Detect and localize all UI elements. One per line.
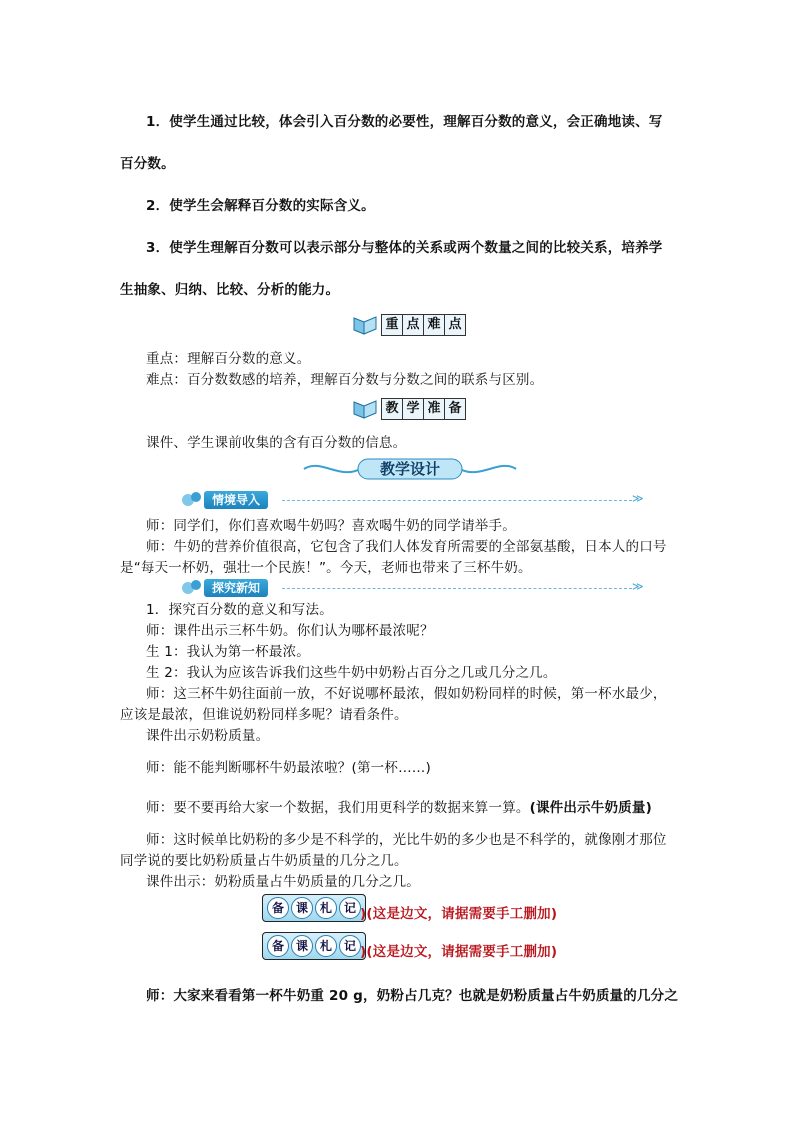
explore-line-9-bold: (课件出示牛奶质量) [529, 800, 652, 816]
objective-3-line-1: 3．使学生理解百分数可以表示部分与整体的关系或两个数量之间的比较关系，培养学 [146, 240, 663, 256]
intro-tag: 情境导入 [204, 491, 268, 509]
margin-note-text: )(这是边文，请据需要手工删加) [360, 906, 558, 922]
section-divider [282, 588, 632, 589]
heading-char: 点 [448, 317, 462, 332]
notes-char: 备 [267, 897, 289, 919]
key-points-heading [352, 314, 466, 336]
teaching-design-banner [300, 456, 520, 482]
explore-line-10: 师：这时候单比奶粉的多少是不科学的，光比牛奶的多少也是不科学的，就像刚才那位 [146, 832, 667, 848]
notes-char: 札 [315, 935, 337, 957]
double-arrow-icon: ≫ [632, 492, 642, 505]
explore-line-2: 师：课件出示三杯牛奶。你们认为哪杯最浓呢？ [146, 623, 434, 639]
explore-line-6: 应该是最浓，但谁说奶粉同样多呢？请看条件。 [120, 707, 408, 723]
intro-line-2: 师：牛奶的营养价值很高，它包含了我们人体发育所需要的全部氨基酸，日本人的口号 [146, 539, 667, 555]
explore-tag: 探究新知 [204, 579, 268, 597]
explore-line-12: 课件出示：奶粉质量占牛奶质量的几分之几。 [146, 874, 420, 890]
heading-char: 教 [382, 399, 403, 419]
section-icon [180, 578, 204, 596]
objective-3-line-2: 生抽象、归纳、比较、分析的能力。 [120, 282, 340, 298]
explore-line-9 [146, 796, 652, 816]
intro-line-1: 师：同学们，你们喜欢喝牛奶吗？喜欢喝牛奶的同学请举手。 [146, 518, 516, 534]
section-divider [282, 500, 632, 501]
preparation-heading [352, 398, 466, 420]
notes-char: 记 [339, 897, 361, 919]
notes-char: 课 [291, 935, 313, 957]
lesson-notes-badge [262, 932, 366, 960]
objective-1-line-1: 1．使学生通过比较，体会引入百分数的必要性，理解百分数的意义，会正确地读、写 [146, 114, 663, 130]
section-icon [180, 490, 204, 508]
explore-line-11: 同学说的要比奶粉质量占牛奶质量的几分之几。 [120, 853, 408, 869]
notes-char: 记 [339, 935, 361, 957]
explore-line-5: 师：这三杯牛奶往面前一放，不好说哪杯最浓，假如奶粉同样的时候，第一杯水最少， [146, 686, 667, 702]
heading-char: 点 [403, 315, 424, 335]
explore-line-8: 师：能不能判断哪杯牛奶最浓啦？(第一杯……) [146, 760, 431, 776]
preparation-text: 课件、学生课前收集的含有百分数的信息。 [146, 435, 407, 451]
heading-char: 重 [382, 315, 403, 335]
explore-line-7: 课件出示奶粉质量。 [146, 728, 270, 744]
heading-char: 难 [424, 315, 445, 335]
notes-char: 札 [315, 897, 337, 919]
last-line: 师：大家来看看第一杯牛奶重 20 g，奶粉占几克？也就是奶粉质量占牛奶质量的几分之 [146, 988, 679, 1004]
key-point-text: 重点：理解百分数的意义。 [146, 351, 311, 367]
lesson-notes-badge [262, 894, 366, 922]
double-arrow-icon: ≫ [632, 580, 642, 593]
book-icon [352, 398, 378, 420]
difficulty-text: 难点：百分数数感的培养，理解百分数与分数之间的联系与区别。 [146, 372, 544, 388]
objective-2: 2．使学生会解释百分数的实际含义。 [146, 198, 375, 214]
heading-char: 备 [448, 401, 462, 416]
margin-note-text: )(这是边文，请据需要手工删加) [360, 944, 558, 960]
heading-char: 学 [403, 399, 424, 419]
objective-1-line-2: 百分数。 [120, 156, 175, 172]
banner-title: 教学设计 [379, 460, 440, 478]
intro-line-3: 是“每天一杯奶，强壮一个民族！”。今天，老师也带来了三杯牛奶。 [120, 560, 532, 576]
book-icon [352, 314, 378, 336]
notes-char: 备 [267, 935, 289, 957]
explore-line-9-main: 师：要不要再给大家一个数据，我们用更科学的数据来算一算。 [146, 800, 530, 816]
explore-line-4: 生 2：我认为应该告诉我们这些牛奶中奶粉占百分之几或几分之几。 [146, 665, 557, 681]
explore-line-3: 生 1：我认为第一杯最浓。 [146, 644, 310, 660]
notes-char: 课 [291, 897, 313, 919]
heading-char: 准 [424, 399, 445, 419]
explore-line-1: 1．探究百分数的意义和写法。 [146, 602, 333, 618]
